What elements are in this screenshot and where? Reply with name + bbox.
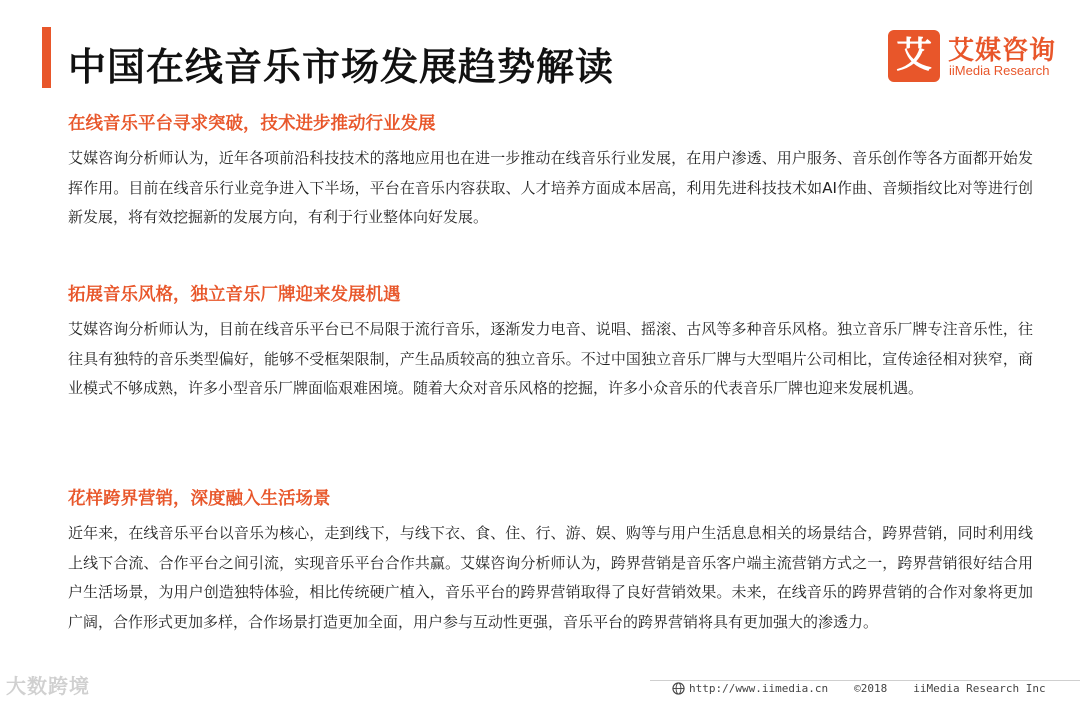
footer-url[interactable]: http://www.iimedia.cn (689, 682, 829, 695)
logo-name-cn: 艾媒咨询 (948, 36, 1057, 66)
logo-name-en: iiMedia Research (949, 63, 1050, 78)
footer-divider (650, 680, 1080, 681)
title-accent-bar (42, 27, 51, 88)
section-cross-marketing (68, 487, 1033, 637)
section-heading: 花样跨界营销，深度融入生活场景 (68, 489, 331, 509)
globe-icon (672, 682, 685, 695)
section-body: 艾媒咨询分析师认为，目前在线音乐平台已不局限于流行音乐，逐渐发力电音、说唱、摇滚、古风等多种音乐风格。独立音乐厂牌专注音乐性，往往具有独特的音乐类型偏好，能够不受框架限制，产生品质较高的独立音乐。不过中国独立音乐厂牌与大型唱片公司相比，宣传途径相对狭窄，商业模式不够成熟，许多小型音乐厂牌面临艰难困境。随着大众对音乐风格的挖掘，许多小众音乐的代表音乐厂牌也迎来发展机遇。 (68, 320, 1033, 397)
section-body: 近年来，在线音乐平台以音乐为核心，走到线下，与线下衣、食、住、行、游、娱、购等与用户生活息息相关的场景结合，跨界营销，同时利用线上线下合流、合作平台之间引流，实现音乐平台合作共赢。艾媒咨询分析师认为，跨界营销是音乐客户端主流营销方式之一，跨界营销很好结合用户生活场景，为用户创造独特体验，相比传统硬广植入，音乐平台的跨界营销取得了良好营销效果。未来，在线音乐的跨界营销的合作对象将更加广阔，合作形式更加多样，合作场景打造更加全面，用户参与互动性更强，音乐平台的跨界营销将具有更加强大的渗透力。 (68, 524, 1033, 631)
watermark: 大数跨境 (6, 674, 90, 698)
footer (672, 682, 1046, 695)
section-tech-progress (68, 112, 1033, 233)
section-heading: 在线音乐平台寻求突破，技术进步推动行业发展 (68, 114, 436, 134)
page-title: 中国在线音乐市场发展趋势解读 (68, 45, 615, 89)
section-heading: 拓展音乐风格，独立音乐厂牌迎来发展机遇 (68, 285, 401, 305)
footer-copyright: ©2018 (854, 682, 888, 695)
section-body: 艾媒咨询分析师认为，近年各项前沿科技技术的落地应用也在进一步推动在线音乐行业发展，在用户渗透、用户服务、音乐创作等各方面都开始发挥作用。目前在线音乐行业竞争进入下半场，平台在音乐内容获取、人才培养方面成本居高，利用先进科技技术如AI作曲、音频指纹比对等进行创新发展，将有效挖掘新的发展方向，有利于行业整体向好发展。 (68, 149, 1033, 226)
brand-logo (888, 30, 1068, 82)
footer-company: iiMedia Research Inc (913, 682, 1046, 695)
section-indie-labels (68, 283, 1033, 404)
logo-mark-icon: 艾 (888, 30, 940, 82)
